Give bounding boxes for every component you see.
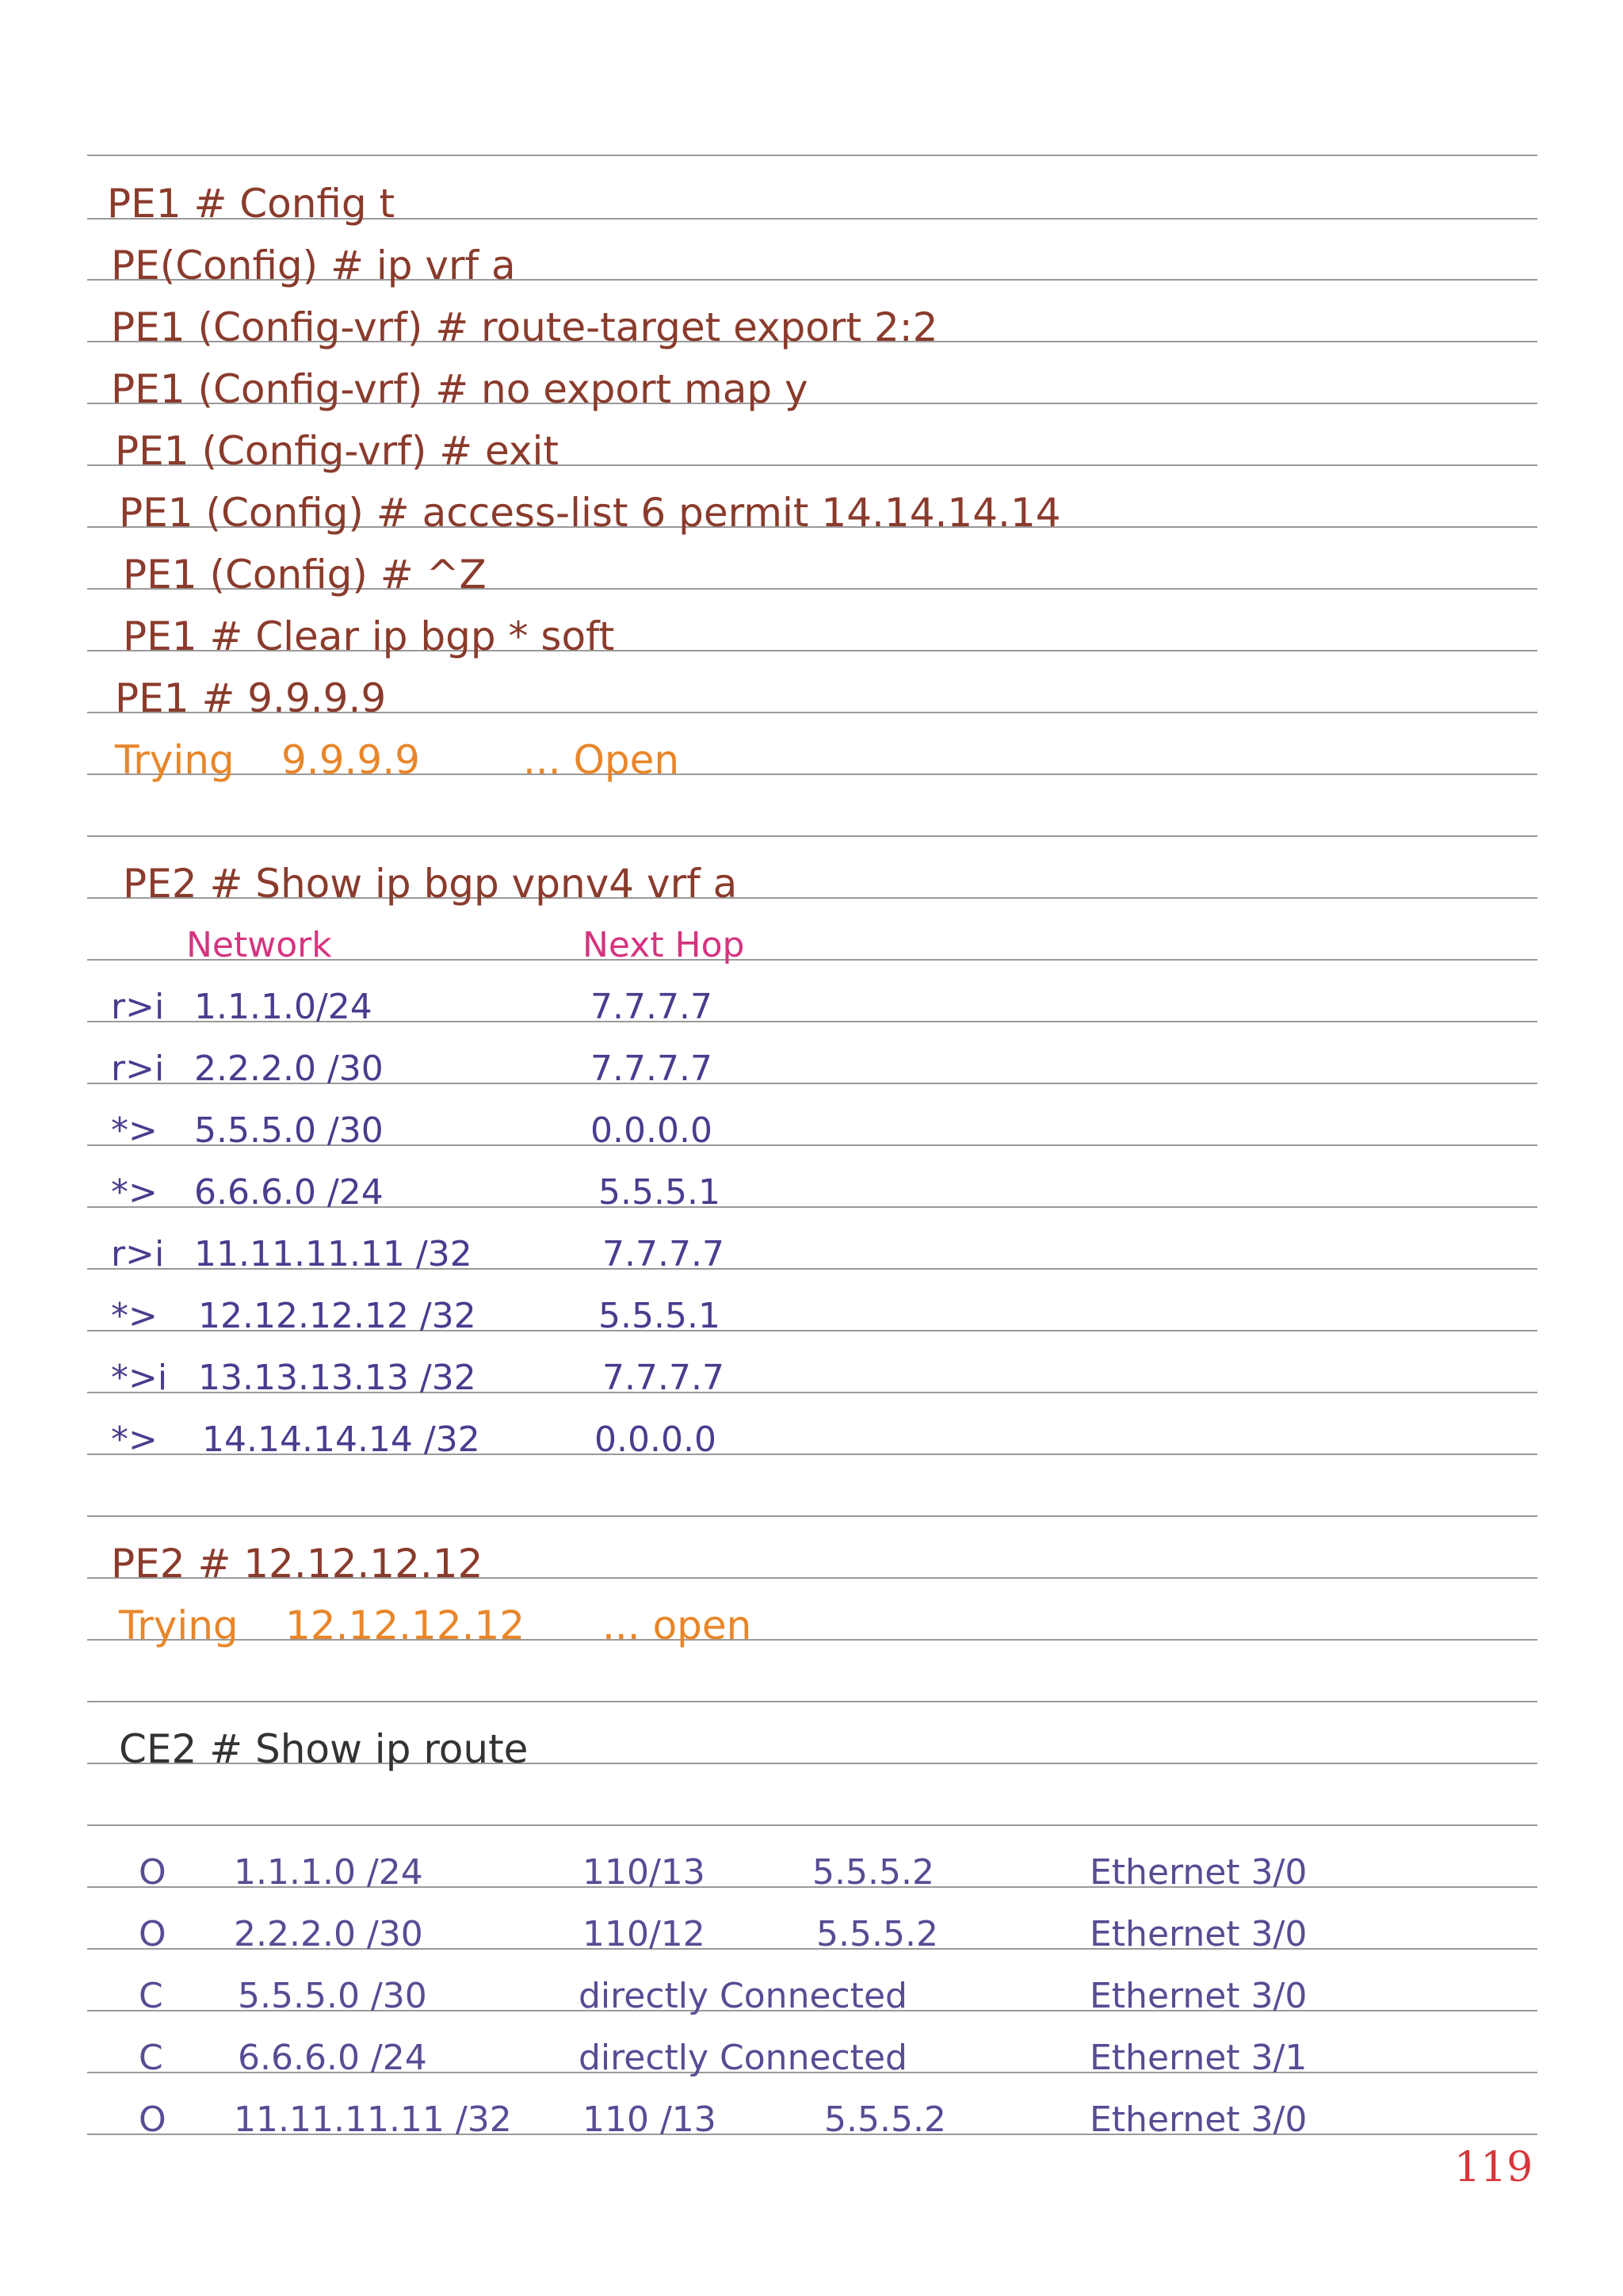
table-row: r>i 11.11.11.11 /32 7.7.7.7 [111, 1234, 724, 1274]
ruled-line [87, 1824, 1537, 1826]
config-line: PE1 (Config-vrf) # route-target export 2:2 [111, 304, 938, 350]
table-row: *> 5.5.5.0 /30 0.0.0.0 [111, 1110, 712, 1151]
table-row: r>i 2.2.2.0 /30 7.7.7.7 [111, 1049, 712, 1089]
page-number: 119 [1454, 2144, 1533, 2191]
network-header: Network [186, 925, 332, 965]
table-row: *> 12.12.12.12 /32 5.5.5.1 [111, 1296, 720, 1336]
config-line: PE1 (Config-vrf) # exit [115, 428, 559, 474]
pe2-bgp-command: PE2 # Show ip bgp vpnv4 vrf a [123, 861, 738, 907]
table-row: r>i 1.1.1.0/24 7.7.7.7 [111, 987, 712, 1027]
config-line: PE1 (Config-vrf) # no export map y [111, 366, 808, 412]
table-row: *> 14.14.14.14 /32 0.0.0.0 [111, 1419, 716, 1460]
table-row: C 5.5.5.0 /30 directly Connected Ethernet 3/0 [139, 1976, 1308, 2016]
config-line: PE1 # Config t [107, 181, 395, 227]
next-hop-header: Next Hop [582, 925, 745, 965]
config-line: PE1 # 9.9.9.9 [115, 675, 387, 721]
table-row: *> 6.6.6.0 /24 5.5.5.1 [111, 1172, 720, 1213]
table-row: O 11.11.11.11 /32 110 /13 5.5.5.2 Ethernet 3/0 [139, 2099, 1308, 2140]
table-row: O 1.1.1.0 /24 110/13 5.5.5.2 Ethernet 3/0 [139, 1852, 1308, 1893]
table-row: C 6.6.6.0 /24 directly Connected Ethernet 3/1 [139, 2038, 1308, 2078]
config-line: PE(Config) # ip vrf a [111, 243, 516, 288]
config-line: PE1 (Config) # access-list 6 permit 14.14.14.14 [119, 490, 1061, 536]
trying-line: Trying 12.12.12.12 ... open [119, 1603, 752, 1648]
ruled-line [87, 1515, 1537, 1517]
trying-line: Trying 9.9.9.9 ... Open [115, 737, 680, 783]
bgp-table-header [0, 918, 1623, 973]
pe2-telnet-line: PE2 # 12.12.12.12 [111, 1541, 483, 1587]
ruled-line [87, 155, 1537, 156]
ruled-line [87, 835, 1537, 837]
config-line: PE1 (Config) # ^Z [123, 552, 487, 598]
table-row: *>i 13.13.13.13 /32 7.7.7.7 [111, 1358, 724, 1398]
table-row: O 2.2.2.0 /30 110/12 5.5.5.2 Ethernet 3/0 [139, 1914, 1308, 1954]
config-line: PE1 # Clear ip bgp * soft [123, 613, 615, 659]
ce2-route-command: CE2 # Show ip route [119, 1726, 529, 1772]
ruled-line [87, 1701, 1537, 1702]
